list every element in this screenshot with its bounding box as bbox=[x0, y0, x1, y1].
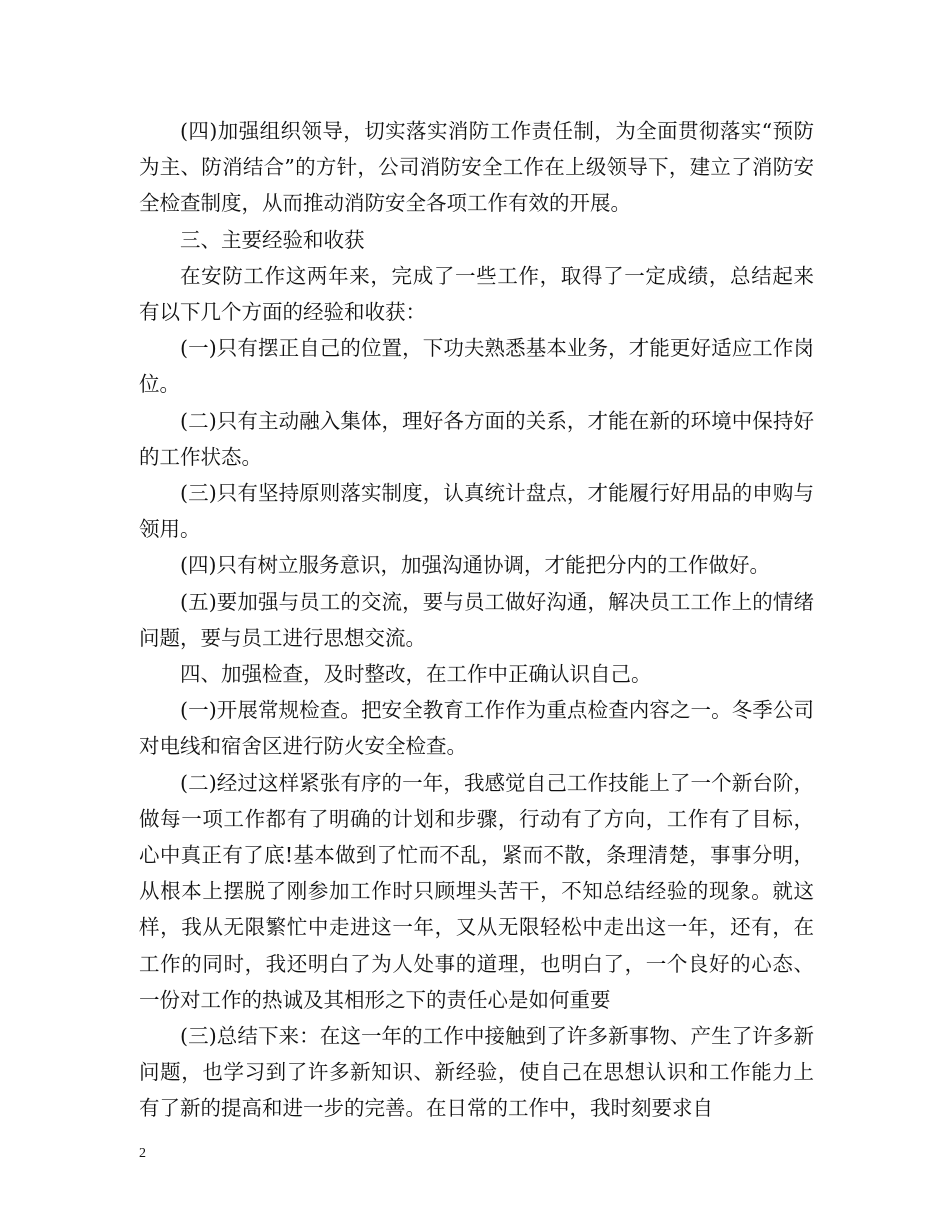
document-body bbox=[139, 113, 814, 1127]
section-heading-inspection: 四、加强检查，及时整改，在工作中正确认识自己。 bbox=[180, 662, 652, 687]
paragraph-experience-4: (四)只有树立服务意识，加强沟通协调，才能把分内的工作做好。 bbox=[180, 553, 770, 578]
paragraph-experience-3: (三)只有坚持原则落实制度，认真统计盘点，才能履行好用品的申购与领用。 bbox=[139, 481, 814, 542]
paragraph-experience-1: (一)只有摆正自己的位置，下功夫熟悉基本业务，才能更好适应工作岗位。 bbox=[139, 336, 814, 397]
paragraph-fire-leadership: (四)加强组织领导，切实落实消防工作责任制，为全面贯彻落实“预防为主、防消结合”的方针，公司消防安全工作在上级领导下，建立了消防安全检查制度，从而推动消防安全各项工作有效的开展。 bbox=[139, 119, 814, 216]
section-heading-experience: 三、主要经验和收获 bbox=[180, 227, 365, 252]
paragraph-inspection-2: (二)经过这样紧张有序的一年，我感觉自己工作技能上了一个新台阶，做每一项工作都有了明确的计划和步骤，行动有了方向，工作有了目标，心中真正有了底!基本做到了忙而不乱，紧而不散，条理清楚，事事分明，从根本上摆脱了刚参加工作时只顾埋头苦干，不知总结经验的现象。就这样，我从无限繁忙中走进这一年，又从无限轻松中走出这一年，还有，在工作的同时，我还明白了为人处事的道理，也明白了，一个良好的心态、一份对工作的热诚及其相形之下的责任心是如何重要 bbox=[139, 770, 814, 1012]
paragraph-experience-5: (五)要加强与员工的交流，要与员工做好沟通，解决员工工作上的情绪问题，要与员工进行思想交流。 bbox=[139, 589, 814, 650]
page-number: 2 bbox=[139, 1146, 146, 1161]
paragraph-inspection-3: (三)总结下来：在这一年的工作中接触到了许多新事物、产生了许多新问题，也学习到了许多新知识、新经验，使自己在思想认识和工作能力上有了新的提高和进一步的完善。在日常的工作中，我时刻要求自 bbox=[139, 1024, 814, 1121]
paragraph-experience-2: (二)只有主动融入集体，理好各方面的关系，才能在新的环境中保持好的工作状态。 bbox=[139, 408, 814, 469]
paragraph-experience-intro: 在安防工作这两年来，完成了一些工作，取得了一定成绩，总结起来有以下几个方面的经验和收获： bbox=[139, 263, 814, 325]
paragraph-inspection-1: (一)开展常规检查。把安全教育工作作为重点检查内容之一。冬季公司对电线和宿舍区进行防火安全检查。 bbox=[139, 698, 814, 759]
